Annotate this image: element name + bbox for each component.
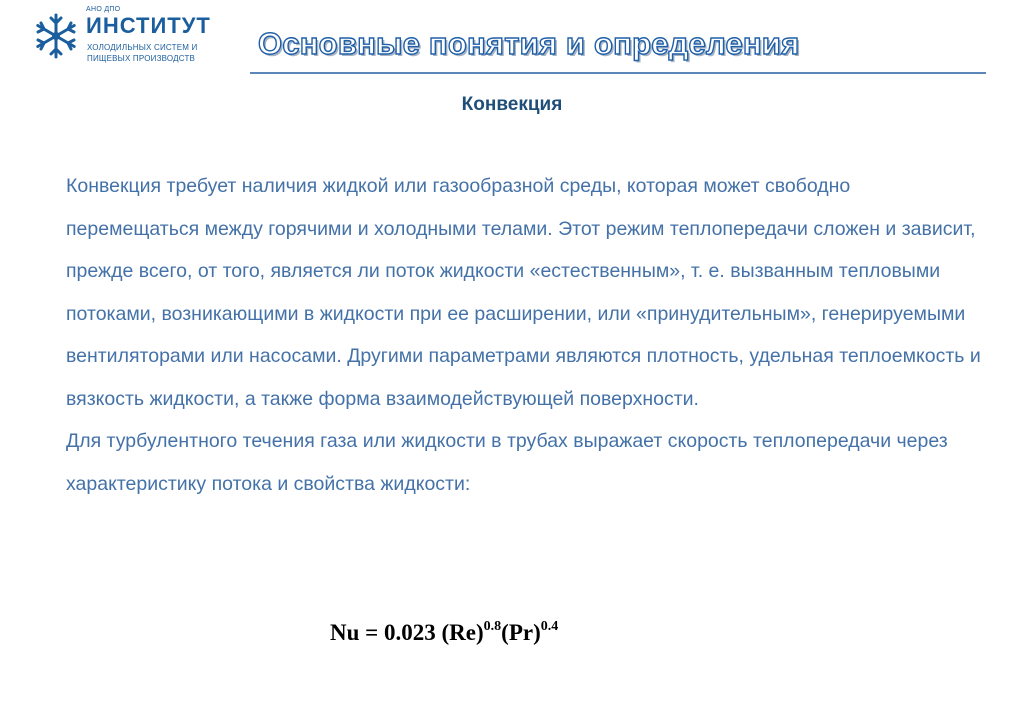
body-paragraph-1: Конвекция требует наличия жидкой или газообразной среды, которая может свободно перемещаться между горячими и холодными телами. Этот режим теплопередачи сложен и зависит, прежде всего, от того, является ли поток жидкости «естественным», т. е. вызванным тепловыми потоками, возникающими в жидкости при ее расширении, или «принудительным», генерируемыми вентиляторами или насосами. Другими параметрами являются плотность, удельная теплоемкость и вязкость жидкости, а также форма взаимодействующей поверхности. <box>66 175 981 410</box>
logo-subtitle-line2: ПИЩЕВЫХ ПРОИЗВОДСТВ <box>87 54 196 63</box>
formula-lhs: Nu = 0.023 (Re) <box>330 620 484 645</box>
section-title: Конвекция <box>461 94 563 115</box>
snowflake-icon <box>32 12 80 60</box>
body-text <box>66 165 986 505</box>
logo-title: ИНСТИТУТ <box>86 13 211 38</box>
logo-org-type: АНО ДПО <box>86 6 121 13</box>
formula-pr: (Pr) <box>501 620 541 645</box>
header-divider <box>250 72 986 74</box>
formula-exponent-pr: 0.4 <box>540 619 559 634</box>
page-title: Основные понятия и определения <box>258 26 800 61</box>
body-paragraph-2: Для турбулентного течения газа или жидкости в трубах выражает скорость теплопередачи через характеристику потока и свойства жидкости: <box>66 430 948 495</box>
logo-subtitle-line1: ХОЛОДИЛЬНЫХ СИСТЕМ И <box>87 43 198 52</box>
nusselt-formula <box>330 619 558 646</box>
formula-exponent-re: 0.8 <box>483 619 502 634</box>
institute-logo <box>30 4 230 64</box>
